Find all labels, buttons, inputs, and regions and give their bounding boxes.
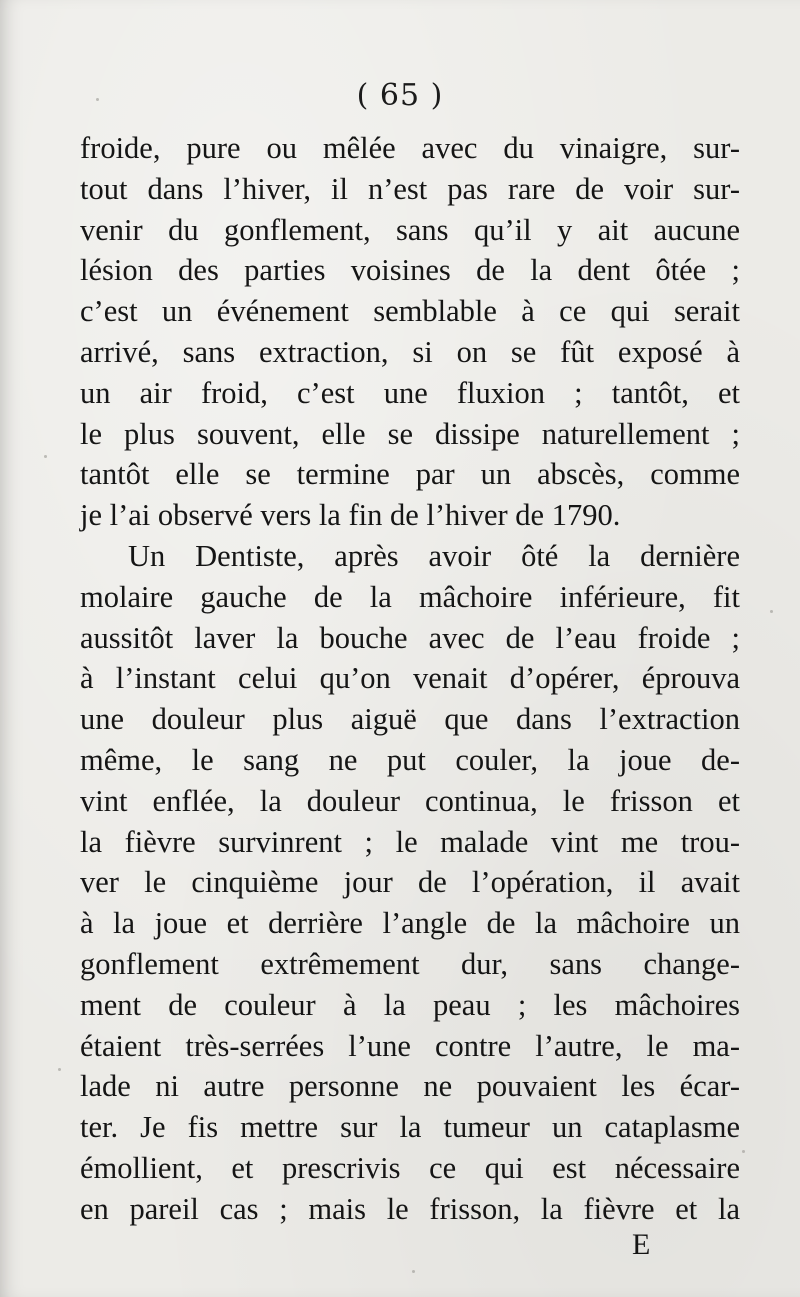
text-line: venir du gonflement, sans qu’il y ait aucune [80,212,740,247]
text-line: ment de couleur à la peau ; les mâchoires [80,987,740,1022]
text-line: vint enflée, la douleur continua, le frisson et [80,783,740,818]
signature-mark: E [632,1228,651,1261]
text-line: je l’ai observé vers la fin de l’hiver de 1790. [80,498,621,533]
text-line: la fièvre survinrent ; le malade vint me trou- [80,824,740,859]
text-line: même, le sang ne put couler, la joue de- [80,742,740,777]
text-line: étaient très-serrées l’une contre l’autre, le ma- [80,1028,740,1063]
body-text [80,128,740,1230]
text-line: tout dans l’hiver, il n’est pas rare de voir sur- [80,171,740,206]
paper-speck [44,455,47,458]
text-line: le plus souvent, elle se dissipe naturellement ; [80,416,740,451]
text-line: lésion des parties voisines de la dent ôtée ; [80,253,740,288]
text-line: aussitôt laver la bouche avec de l’eau froide ; [80,620,740,655]
paper-speck [742,1150,745,1153]
paper-speck [770,610,773,613]
text-line: lade ni autre personne ne pouvaient les écar- [80,1069,740,1104]
text-line: Un Dentiste, après avoir ôté la dernière [128,538,740,573]
text-line: ter. Je fis mettre sur la tumeur un cataplasme [80,1110,740,1145]
text-line: arrivé, sans extraction, si on se fût exposé à [80,334,740,369]
text-line: c’est un événement semblable à ce qui serait [80,294,740,329]
paper-speck [412,1270,415,1273]
text-line: ver le cinquième jour de l’opération, il avait [80,865,740,900]
text-line: molaire gauche de la mâchoire inférieure, fit [80,579,740,614]
text-line: une douleur plus aiguë que dans l’extraction [80,702,740,737]
text-line: à la joue et derrière l’angle de la mâchoire un [80,906,740,941]
text-line: à l’instant celui qu’on venait d’opérer, éprouva [80,661,740,696]
text-line: tantôt elle se termine par un abscès, comme [80,457,740,492]
page-number-header: ( 65 ) [356,78,444,113]
text-line: gonflement extrêmement dur, sans change- [80,946,740,981]
text-line: froide, pure ou mêlée avec du vinaigre, sur- [80,131,740,165]
paper-speck [58,1068,61,1071]
text-line: émollient, et prescrivis ce qui est nécessaire [80,1150,740,1185]
text-line: un air froid, c’est une fluxion ; tantôt, et [80,375,740,410]
text-line: en pareil cas ; mais le frisson, la fièvre et la [80,1191,740,1226]
